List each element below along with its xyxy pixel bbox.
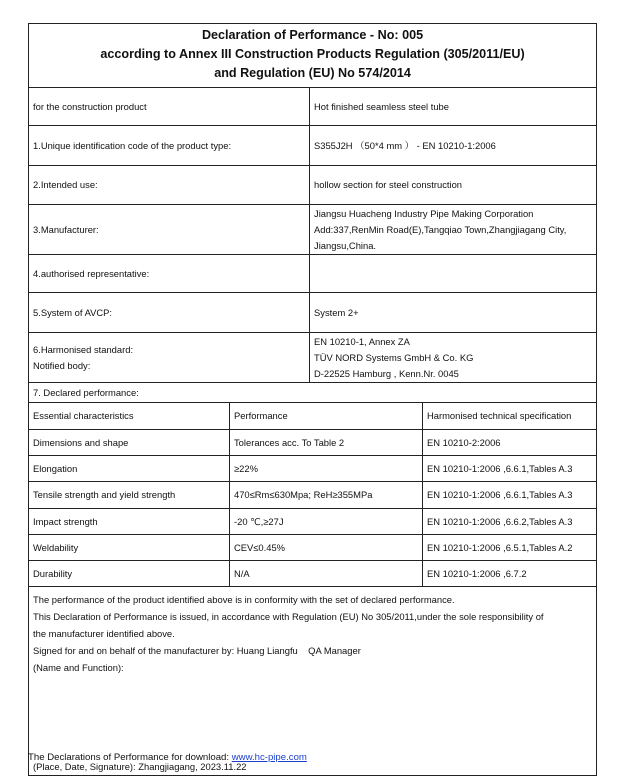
download-link[interactable]: www.hc-pipe.com [231,752,307,763]
performance-cell: Tolerances acc. To Table 2 [230,430,423,456]
use-row [29,166,597,205]
representative-value [310,255,597,293]
specification-cell: EN 10210-1:2006 ,6.5.1,Tables A.2 [423,535,597,561]
manufacturer-value [310,205,597,255]
download-note [28,752,307,763]
characteristic-cell: Elongation [29,456,230,482]
characteristic-cell: Tensile strength and yield strength [29,482,230,509]
performance-cell: 470≤Rm≤630Mpa; ReH≥355MPa [230,482,423,509]
header-characteristics: Essential characteristics [29,403,230,430]
performance-cell: -20 ℃,≥27J [230,509,423,535]
manufacturer-label: 3.Manufacturer: [29,205,310,255]
manufacturer-address: Add:337,RenMin Road(E),Tangqiao Town,Zhangjiagang City, [314,223,567,235]
representative-label: 4.authorised representative: [29,255,310,293]
signature-space [33,676,592,758]
place-date-line: (Place, Date, Signature): Zhangjiagang, 2023.11.22 [33,761,247,772]
performance-row [29,456,597,482]
characteristic-cell: Durability [29,561,230,587]
avcp-value: System 2+ [310,293,597,333]
manufacturer-name: Jiangsu Huacheng Industry Pipe Making Corporation [314,207,534,219]
conformity-line-3: the manufacturer identified above. [33,628,175,639]
specification-cell: EN 10210-1:2006 ,6.6.1,Tables A.3 [423,482,597,509]
declaration-sheet [28,23,596,776]
title-row [29,24,597,88]
declared-row [29,383,597,403]
characteristic-cell: Impact strength [29,509,230,535]
performance-cell: ≥22% [230,456,423,482]
uid-value: S355J2H （50*4 mm ） - EN 10210-1:2006 [310,126,597,166]
representative-row [29,255,597,293]
document-title [29,24,597,88]
conformity-line-2: This Declaration of Performance is issued, in accordance with Regulation (EU) No 305/2011,under the sole responsibility of [33,611,544,622]
performance-row [29,561,597,587]
conformity-line-1: The performance of the product identified above is in conformity with the set of declared performance. [33,594,455,605]
performance-row [29,430,597,456]
header-specification: Harmonised technical specification [423,403,597,430]
performance-cell: CEV≤0.45% [230,535,423,561]
title-line-1: Declaration of Performance - No: 005 [201,28,424,42]
declaration-table [28,23,597,776]
use-label: 2.Intended use: [29,166,310,205]
standard-labels [29,333,310,383]
characteristic-cell: Weldability [29,535,230,561]
product-label: for the construction product [29,88,310,126]
specification-cell: EN 10210-1:2006 ,6.6.2,Tables A.3 [423,509,597,535]
use-value: hollow section for steel construction [310,166,597,205]
manufacturer-row [29,205,597,255]
standard-label: 6.Harmonised standard: [33,343,134,355]
performance-header-row [29,403,597,430]
performance-row [29,509,597,535]
name-function-line: (Name and Function): [33,662,124,673]
avcp-row [29,293,597,333]
product-value: Hot finished seamless steel tube [310,88,597,126]
notified-body-label: Notified body: [33,359,91,371]
product-row [29,88,597,126]
uid-label: 1.Unique identification code of the product type: [29,126,310,166]
header-performance: Performance [230,403,423,430]
manufacturer-region: Jiangsu,China. [314,239,377,251]
download-label: The Declarations of Performance for download: [28,752,232,763]
declared-performance-label: 7. Declared performance: [29,383,597,403]
specification-cell: EN 10210-1:2006 ,6.7.2 [423,561,597,587]
notified-body-address: D-22525 Hamburg , Kenn.Nr. 0045 [314,367,459,379]
specification-cell: EN 10210-2:2006 [423,430,597,456]
conformity-row [29,587,597,776]
standard-name: EN 10210-1, Annex ZA [314,335,410,347]
performance-cell: N/A [230,561,423,587]
title-line-2: according to Annex III Construction Products Regulation (305/2011/EU) [100,47,525,61]
performance-row [29,535,597,561]
signatory-line: Signed for and on behalf of the manufacturer by: Huang Liangfu QA Manager [33,645,361,656]
specification-cell: EN 10210-1:2006 ,6.6.1,Tables A.3 [423,456,597,482]
standard-row [29,333,597,383]
title-line-3: and Regulation (EU) No 574/2014 [214,66,411,80]
conformity-statement [29,587,597,776]
uid-row [29,126,597,166]
performance-row [29,482,597,509]
characteristic-cell: Dimensions and shape [29,430,230,456]
avcp-label: 5.System of AVCP: [29,293,310,333]
notified-body-name: TÜV NORD Systems GmbH & Co. KG [314,351,474,363]
standard-value [310,333,597,383]
